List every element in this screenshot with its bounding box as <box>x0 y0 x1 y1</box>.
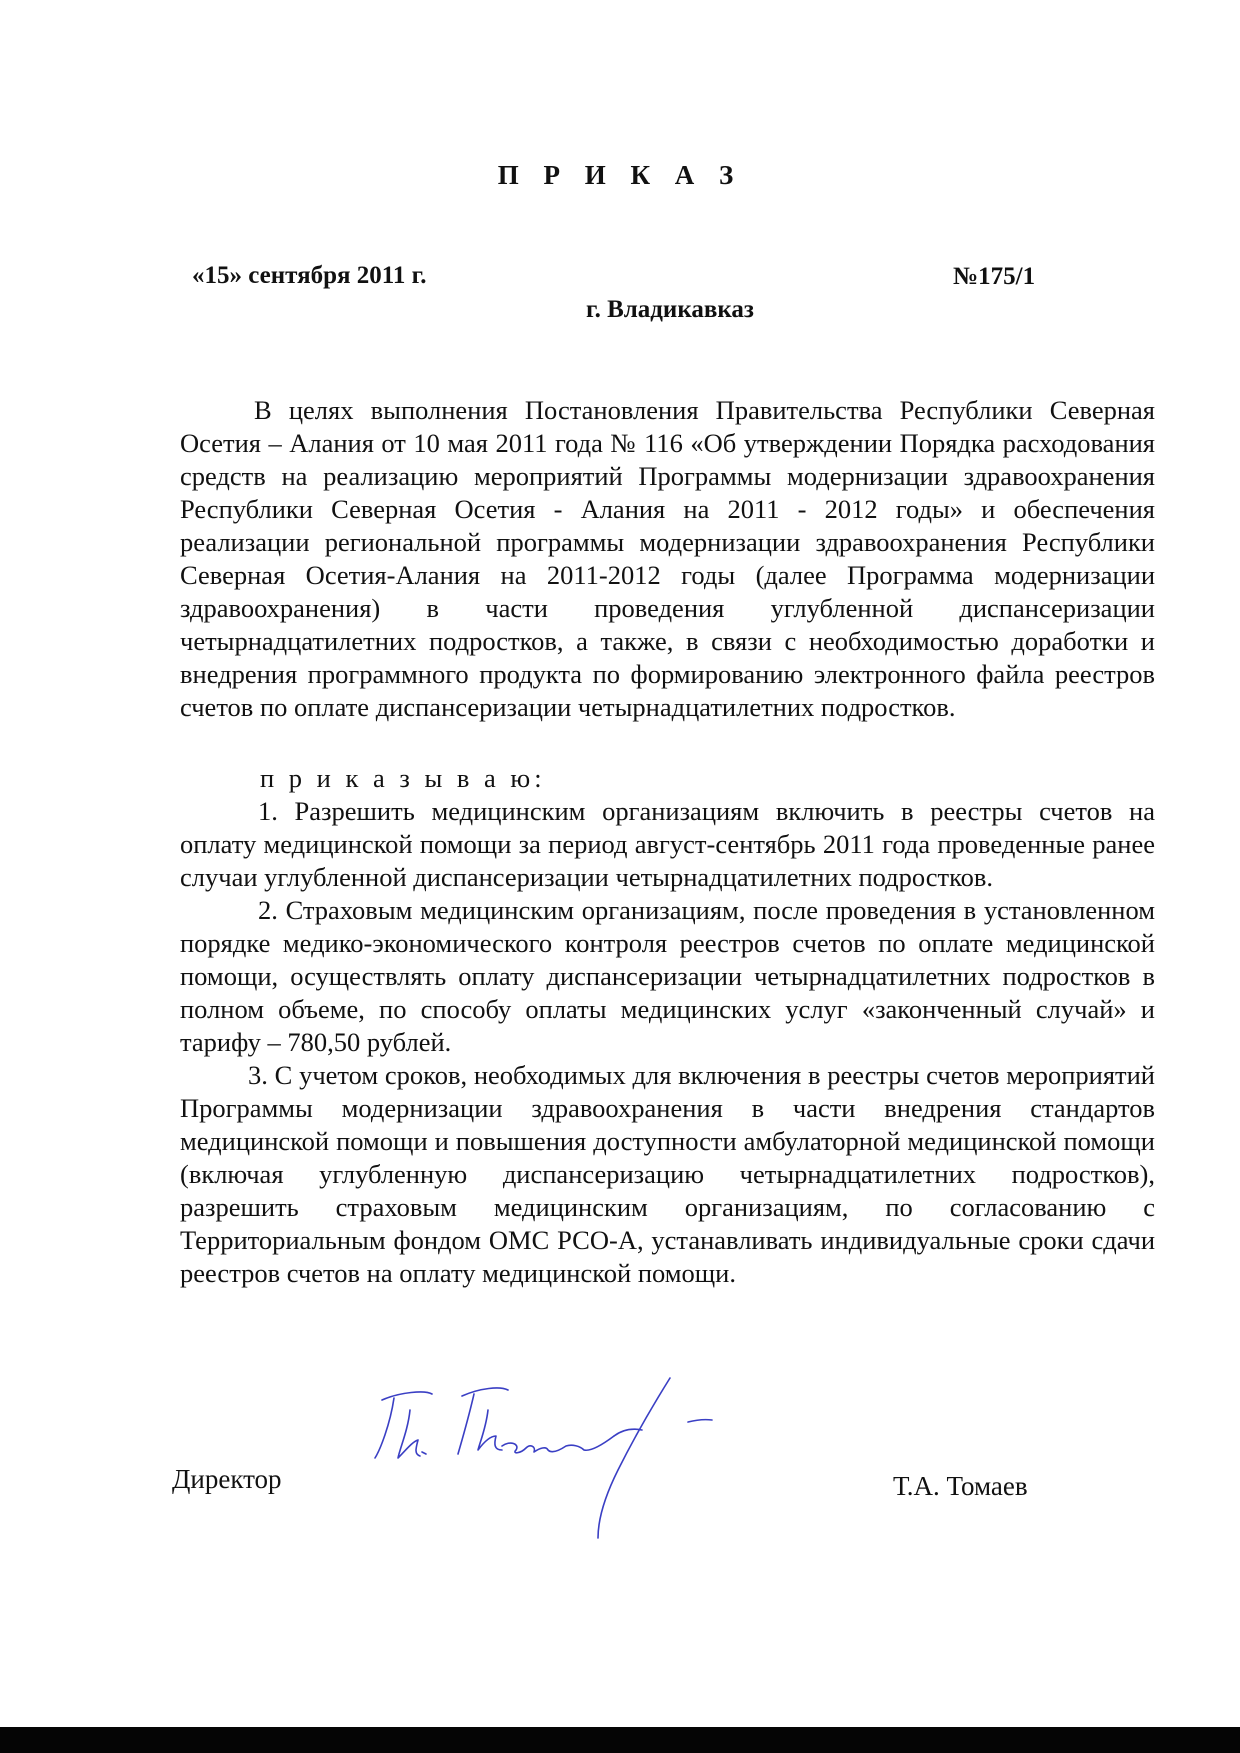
scan-border-band <box>0 1727 1240 1753</box>
preamble-paragraph: В целях выполнения Постановления Правительства Республики Северная Осетия – Алания от 10 мая 2011 года № 116 «Об утверждении Порядка расходования средств на реализацию мероприятий Программы модернизации здравоохранения Республики Северная Осетия - Алания на 2011 - 2012 годы» и обеспечения реализации региональной программы модернизации здравоохранения Республики Северная Осетия-Алания на 2011-2012 годы (далее Программа модернизации здравоохранения) в части проведения углубленной диспансеризации четырнадцатилетних подростков, а также, в связи с необходимостью доработки и внедрения программного продукта по формированию электронного файла реестров счетов по оплате диспансеризации четырнадцатилетних подростков. <box>180 395 1155 722</box>
document-city: г. Владикавказ <box>586 296 754 323</box>
document-number: №175/1 <box>953 263 1036 290</box>
signatory-name: Т.А. Томаев <box>893 1471 1028 1501</box>
order-item-1: 1. Разрешить медицинским организациям включить в реестры счетов на оплату медицинской помощи за период август-сентябрь 2011 года проведенные ранее случаи углубленной диспансеризации четырнадцатилетних подростков. <box>180 796 1155 892</box>
order-word: п р и к а з ы в а ю: <box>260 763 546 793</box>
document-title: П Р И К А З <box>497 160 743 190</box>
document-date: «15» сентября 2011 г. <box>192 262 427 289</box>
order-item-2: 2. Страховым медицинским организациям, после проведения в установленном порядке медико-экономического контроля реестров счетов по оплате медицинской помощи, осуществлять оплату диспансеризации четырнадцатилетних подростков в полном объеме, по способу оплаты медицинских услуг «законченный случай» и тарифу – 780,50 рублей. <box>180 895 1155 1057</box>
handwritten-signature <box>370 1370 770 1540</box>
order-item-3: 3. С учетом сроков, необходимых для включения в реестры счетов мероприятий Программы модернизации здравоохранения в части внедрения стандартов медицинской помощи и повышения доступности амбулаторной медицинской помощи (включая углубленную диспансеризацию четырнадцатилетних подростков), разрешить страховым медицинским организациям, по согласованию с Территориальным фондом ОМС РСО-А, устанавливать индивидуальные сроки сдачи реестров счетов на оплату медицинской помощи. <box>180 1060 1155 1288</box>
document-body <box>180 394 1155 1290</box>
signatory-position: Директор <box>172 1464 282 1494</box>
